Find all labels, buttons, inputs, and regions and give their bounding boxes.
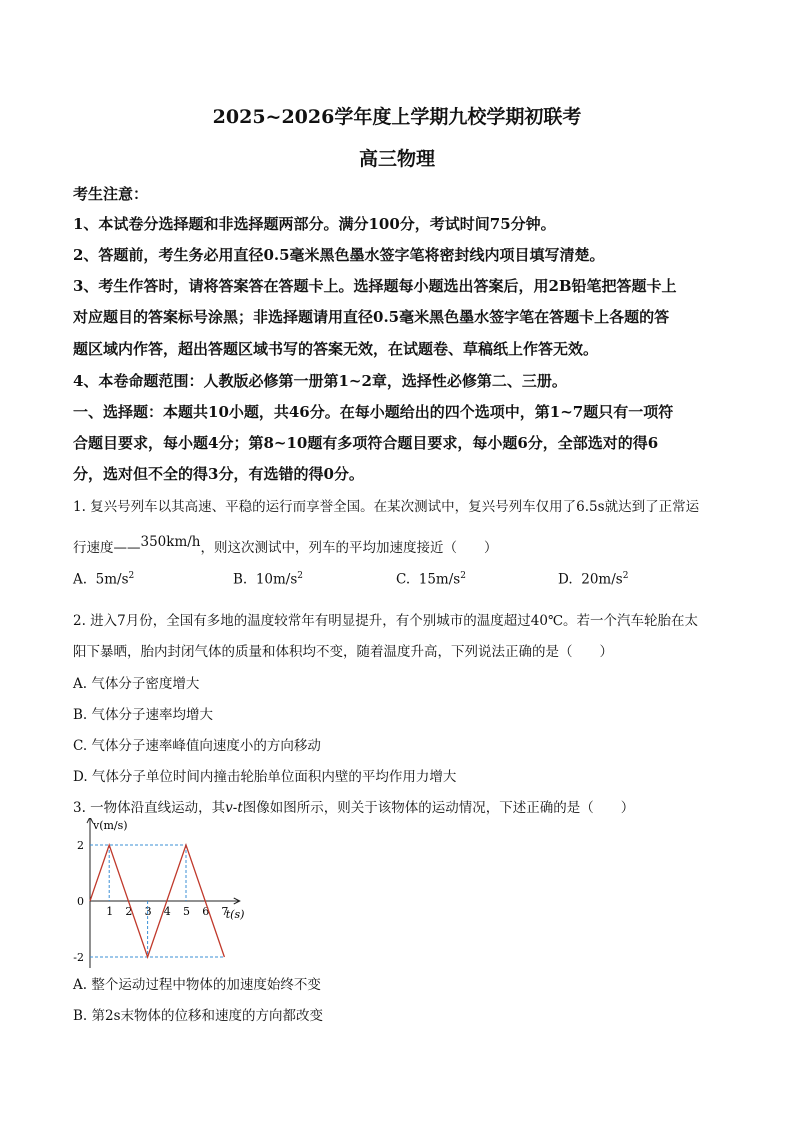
x-tick-label: 4	[163, 905, 171, 918]
x-tick-label: 3	[144, 905, 152, 918]
option-b: B. 气体分子速率均增大	[73, 707, 214, 723]
y-tick-label: 2	[77, 839, 84, 852]
q1-speed: 350km/h	[140, 534, 201, 550]
section-instruction: 分，选对但不全的得3分，有选错的得0分。	[73, 465, 364, 483]
question-3-text: 3. 一物体沿直线运动，其v-t图像如图所示，则关于该物体的运动情况，下述正确的是（ ）	[73, 800, 635, 816]
question-1-text: 1. 复兴号列车以其高速、平稳的运行而享誉全国。在某次测试中，复兴号列车仅用了6.5s就达到了正常运	[73, 499, 700, 515]
x-tick-label: 5	[183, 905, 190, 918]
option-d: D. $20m/s^2$	[558, 571, 629, 588]
exam-subtitle: 高三物理	[358, 148, 435, 170]
section-instruction: 一、选择题：本题共10小题，共46分。在每小题给出的四个选项中，第1~7题只有一项符	[73, 403, 674, 421]
question-1-text	[73, 536, 498, 556]
option-b: B. $10m/s^2$	[233, 571, 304, 588]
vt-label: v-t	[225, 800, 243, 816]
y-tick-label: -2	[73, 951, 84, 964]
x-tick-label: 6	[202, 905, 210, 918]
option-d: D. 气体分子单位时间内撞击轮胎单位面积内壁的平均作用力增大	[73, 769, 457, 785]
option-a: A. $5m/s^2$	[73, 571, 135, 588]
y-axis-label: v(m/s)	[93, 819, 128, 832]
option-b: B. 第2s末物体的位移和速度的方向都改变	[73, 1008, 324, 1024]
question-2-text: 阳下暴晒，胎内封闭气体的质量和体积均不变，随着温度升高，下列说法正确的是（ ）	[73, 644, 613, 660]
notice-line: 4、本卷命题范围：人教版必修第一册第1~2章，选择性必修第二、三册。	[73, 372, 567, 390]
option-a: A. 气体分子密度增大	[73, 676, 200, 692]
notice-line: 2、答题前，考生务必用直径0.5毫米黑色墨水签字笔将密封线内项目填写清楚。	[73, 246, 605, 264]
notice-line: 3、考生作答时，请将答案答在答题卡上。选择题每小题选出答案后，用2B铅笔把答题卡上	[73, 277, 677, 295]
x-tick-label: 2	[125, 905, 133, 918]
x-axis-label: t(s)	[225, 908, 245, 921]
q1-suffix: ，则这次测试中，列车的平均加速度接近（ ）	[200, 540, 498, 556]
x-tick-label: 1	[106, 905, 114, 918]
vt-graph	[73, 818, 263, 968]
notice-heading: 考生注意：	[73, 185, 149, 203]
notice-line: 对应题目的答案标号涂黑；非选择题请用直径0.5毫米黑色墨水签字笔在答题卡上各题的答	[73, 308, 670, 326]
x-tick-label: 7	[221, 905, 229, 918]
q1-prefix: 行速度——	[73, 540, 141, 556]
exam-title: 2025~2026学年度上学期九校学期初联考	[212, 106, 582, 128]
question-1-options	[73, 571, 723, 591]
notice-line: 1、本试卷分选择题和非选择题两部分。满分100分，考试时间75分钟。	[73, 215, 556, 233]
notice-line: 题区域内作答，超出答题区域书写的答案无效，在试题卷、草稿纸上作答无效。	[73, 340, 599, 358]
y-tick-label: 0	[77, 895, 84, 908]
section-instruction: 合题目要求，每小题4分；第8~10题有多项符合题目要求，每小题6分，全部选对的得6	[73, 434, 659, 452]
option-a: A. 整个运动过程中物体的加速度始终不变	[73, 977, 321, 993]
question-2-text: 2. 进入7月份，全国有多地的温度较常年有明显提升，有个别城市的温度超过40℃。若一个汽车轮胎在太	[73, 613, 699, 629]
option-c: C. 气体分子速率峰值向速度小的方向移动	[73, 738, 321, 754]
option-c: C. $15m/s^2$	[396, 571, 466, 588]
